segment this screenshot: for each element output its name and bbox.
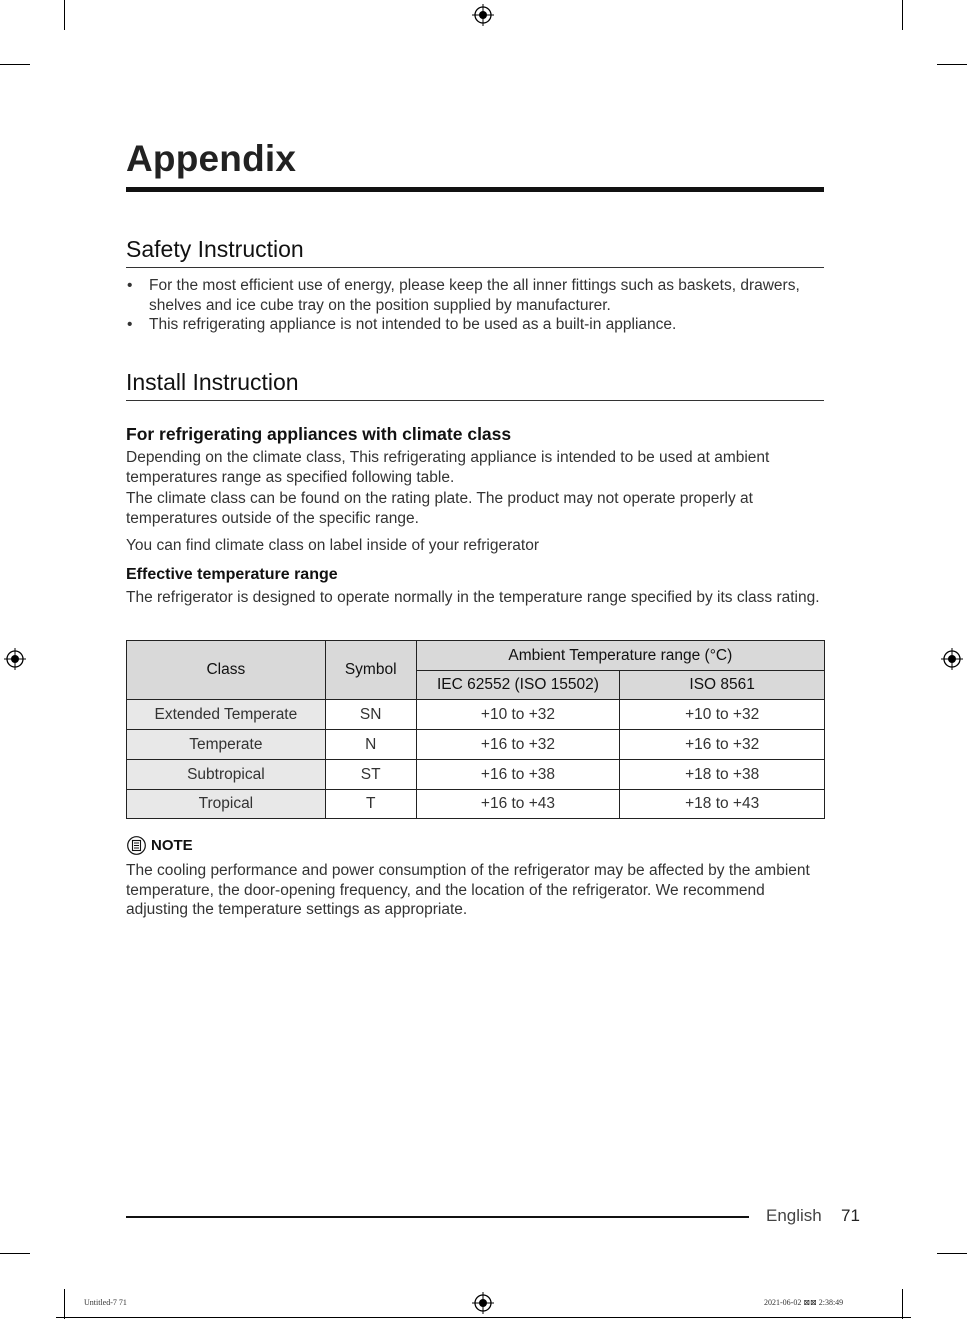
crop-mark <box>0 64 30 65</box>
list-item: • For the most efficient use of energy, please keep the all inner fittings such as baskets, drawers, shelves and ice cube tray on the position supplied by manufacturer. <box>126 276 816 315</box>
print-slug-right: 2021-06-02 ⊠⊠ 2:38:49 <box>764 1298 844 1307</box>
header-iec: IEC 62552 (ISO 15502) <box>416 671 620 700</box>
cell-iec: +16 to +32 <box>416 730 620 760</box>
crop-mark <box>64 0 65 30</box>
list-item: • This refrigerating appliance is not intended to be used as a built-in appliance. <box>126 315 816 335</box>
header-class: Class <box>127 641 326 700</box>
header-iso: ISO 8561 <box>620 671 825 700</box>
climate-class-table <box>126 640 825 819</box>
section-rule <box>126 267 824 268</box>
header-symbol: Symbol <box>325 641 416 700</box>
page-title: Appendix <box>126 138 297 179</box>
paragraph: The climate class can be found on the rating plate. The product may not operate properly at temperatures outside of the specific range. <box>126 490 753 527</box>
cell-symbol: N <box>325 730 416 760</box>
safety-heading: Safety Instruction <box>126 236 304 262</box>
print-slug-left: Untitled-7 71 <box>84 1298 127 1307</box>
footer-language: English <box>766 1206 822 1225</box>
climate-subheading: For refrigerating appliances with climate class <box>126 424 512 444</box>
crop-mark <box>0 1253 30 1254</box>
registration-mark-icon <box>941 648 963 670</box>
install-heading: Install Instruction <box>126 369 299 395</box>
cell-symbol: SN <box>325 700 416 730</box>
cell-class: Temperate <box>127 730 326 760</box>
note-text: The cooling performance and power consumption of the refrigerator may be affected by the ambient temperature, the door-opening frequency, and the location of the refrigerator. We recommend adjusting the temperature settings as appropriate. <box>126 862 810 918</box>
note-icon <box>127 836 146 855</box>
header-ambient: Ambient Temperature range (°C) <box>416 641 824 671</box>
cell-iso: +18 to +43 <box>620 790 825 819</box>
cell-symbol: T <box>325 790 416 819</box>
note-header <box>127 836 193 855</box>
title-rule <box>126 187 824 192</box>
safety-list <box>126 276 816 335</box>
section-rule <box>126 400 824 401</box>
cell-class: Subtropical <box>127 760 326 790</box>
paragraph: The refrigerator is designed to operate normally in the temperature range specified by its class rating. <box>126 589 820 606</box>
paragraph: You can find climate class on label inside of your refrigerator <box>126 537 539 554</box>
crop-mark <box>937 64 967 65</box>
registration-mark-icon <box>472 4 494 26</box>
cell-class: Tropical <box>127 790 326 819</box>
cell-iso: +16 to +32 <box>620 730 825 760</box>
table-row <box>127 700 825 730</box>
registration-mark-icon <box>472 1292 494 1314</box>
cell-symbol: ST <box>325 760 416 790</box>
cell-iec: +16 to +43 <box>416 790 620 819</box>
footer-rule <box>126 1216 749 1218</box>
crop-mark <box>902 1289 903 1319</box>
table-row <box>127 790 825 819</box>
cell-iso: +10 to +32 <box>620 700 825 730</box>
cell-iec: +10 to +32 <box>416 700 620 730</box>
cell-iso: +18 to +38 <box>620 760 825 790</box>
page-number: 71 <box>841 1206 860 1225</box>
crop-mark <box>937 1253 967 1254</box>
table-row <box>127 760 825 790</box>
range-heading: Effective temperature range <box>126 566 338 583</box>
note-label: NOTE <box>151 837 193 854</box>
paragraph: Depending on the climate class, This refrigerating appliance is intended to be used at ambient temperatures range as specified following table. <box>126 449 770 486</box>
registration-mark-icon <box>4 648 26 670</box>
cell-iec: +16 to +38 <box>416 760 620 790</box>
cell-class: Extended Temperate <box>127 700 326 730</box>
crop-mark <box>902 0 903 30</box>
slug-rule <box>56 1317 911 1318</box>
crop-mark <box>64 1289 65 1319</box>
table-row <box>127 730 825 760</box>
